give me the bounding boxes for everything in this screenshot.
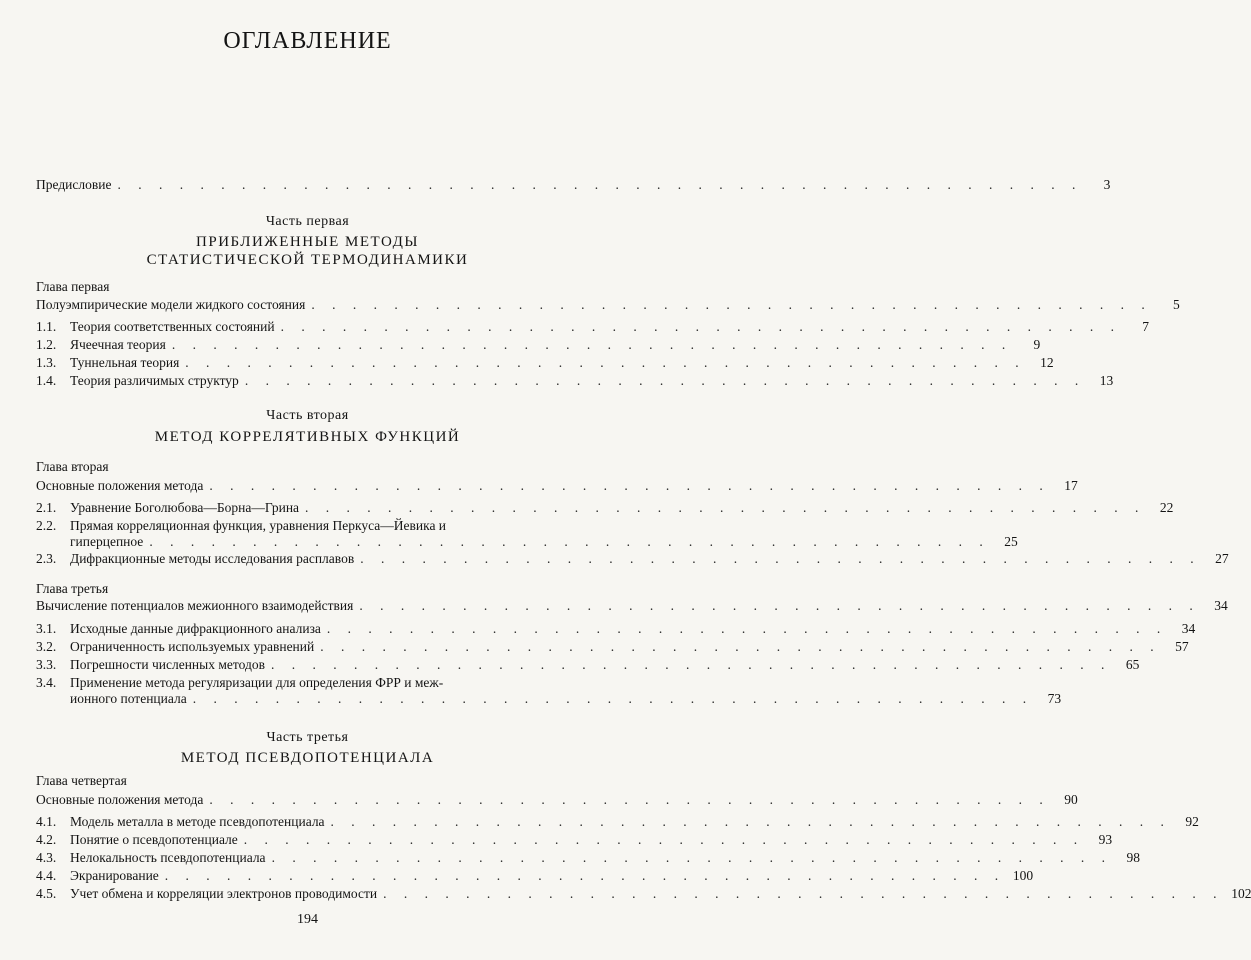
entry-number: 1.3. xyxy=(36,355,57,370)
page-number: 194 xyxy=(297,912,318,927)
entry-text: Прямая корреляционная функция, уравнения Перкуса—Йевика и xyxy=(70,518,447,533)
toc-entry xyxy=(36,831,1113,849)
leader-dots: . . . . . . . . . . . . . . . . . . . . . . . . . . . . . . . . . . . . . . . . . xyxy=(280,319,1121,334)
entry-text: Основные положения метода xyxy=(36,478,204,493)
toc-entry xyxy=(36,813,1199,831)
page-title: ОГЛАВЛЕНИЕ xyxy=(223,28,392,54)
leader-dots: . . . . . . . . . . . . . . . . . . . . . . . . . . . . . . . . . . . . . . . . . xyxy=(271,850,1112,865)
part-title: СТАТИСТИЧЕСКОЙ ТЕРМОДИНАМИКИ xyxy=(146,252,469,268)
entry-page: 34 xyxy=(1214,598,1228,613)
toc-entry xyxy=(36,885,1251,903)
entry-page: 13 xyxy=(1099,373,1114,388)
entry-text: ионного потенциала xyxy=(70,691,187,706)
part-title: МЕТОД ПСЕВДОПОТЕНЦИАЛА xyxy=(180,750,435,766)
entry-number: 4.3. xyxy=(36,850,57,865)
leader-dots: . . . . . . . . . . . . . . . . . . . . . . . . . . . . . . . . . . . . . . . . . xyxy=(326,621,1168,636)
entry-page: 27 xyxy=(1215,551,1229,566)
chapter-label: Глава первая xyxy=(36,279,110,294)
entry-page: 65 xyxy=(1125,657,1140,672)
leader-dots: . . . . . . . . . . . . . . . . . . . . . . . . . . . . . . . . . . . . . . . . . xyxy=(320,639,1161,654)
entry-page: 5 xyxy=(1172,297,1180,312)
entry-number: 4.2. xyxy=(36,832,57,847)
entry-text: Применение метода регуляризации для определения ФРР и меж- xyxy=(70,675,444,690)
entry-number: 3.1. xyxy=(36,621,57,636)
entry-text: Теория соответственных состояний xyxy=(70,319,275,334)
entry-text: Дифракционные методы исследования расплавов xyxy=(70,551,355,566)
entry-text: Исходные данные дифракционного анализа xyxy=(70,621,321,636)
entry-text: Теория различимых структур xyxy=(70,373,239,388)
entry-page: 98 xyxy=(1126,850,1140,865)
leader-dots: . . . . . . . . . . . . . . . . . . . . . . . . . . . . . . . . . . . . . . . . . xyxy=(164,868,1006,883)
entry-page: 9 xyxy=(1033,337,1041,352)
entry-text: Ограниченность используемых уравнений xyxy=(70,639,315,654)
toc-entry xyxy=(36,550,1229,568)
entry-number: 2.3. xyxy=(36,551,57,566)
chapter-heading xyxy=(36,296,1180,314)
leader-dots: . . . . . . . . . . . . . . . . . . . . . . . . . . . . . . . . . . . . . . . . . xyxy=(383,886,1224,901)
leader-dots: . . . . . . . . . . . . . . . . . . . . . . . . . . . . . . . . . . . . . . . . . xyxy=(359,598,1200,613)
entry-number: 1.1. xyxy=(36,319,57,334)
chapter-heading xyxy=(36,477,1078,495)
entry-text: Погрешности численных методов xyxy=(70,657,265,672)
entry-text: Учет обмена и корреляции электронов проводимости xyxy=(70,886,378,901)
toc-entry xyxy=(36,638,1189,656)
leader-dots: . . . . . . . . . . . . . . . . . . . . . . . . . . . . . . . . . . . . . . . . . xyxy=(244,373,1086,388)
entry-text: Понятие о псевдопотенциале xyxy=(70,832,238,847)
entry-page: 102 xyxy=(1231,886,1251,901)
leader-dots: . . . . . . . . . . . . . . . . . . . . . . . . . . . . . . . . . . . . . . . . . xyxy=(305,500,1146,515)
entry-page: 3 xyxy=(1103,177,1111,192)
entry-text: Туннельная теория xyxy=(70,355,180,370)
part-title: МЕТОД КОРРЕЛЯТИВНЫХ ФУНКЦИЙ xyxy=(154,429,461,445)
chapter-heading xyxy=(36,791,1078,809)
entry-number: 3.4. xyxy=(36,675,57,690)
entry-text: Ячеечная теория xyxy=(70,337,166,352)
leader-dots: . . . . . . . . . . . . . . . . . . . . . . . . . . . . . . . . . . . . . . . . . xyxy=(192,691,1034,706)
part-label: Часть первая xyxy=(265,214,350,229)
toc-entry xyxy=(36,354,1054,372)
entry-number: 4.4. xyxy=(36,868,57,883)
leader-dots: . . . . . . . . . . . . . . . . . . . . . . . . . . . . . . . . . . . . . . . . . xyxy=(209,792,1050,807)
leader-dots: . . . . . . . . . . . . . . . . . . . . . . . . . . . . . . . . . . . . . . . . . xyxy=(360,551,1201,566)
toc-entry xyxy=(36,656,1140,674)
toc-entry xyxy=(36,867,1034,885)
entry-page: 93 xyxy=(1098,832,1113,847)
toc-entry-line2 xyxy=(36,533,1018,551)
entry-text: Уравнение Боголюбова—Борна—Грина xyxy=(70,500,300,515)
entry-page: 12 xyxy=(1040,355,1054,370)
entry-number: 1.2. xyxy=(36,337,57,352)
leader-dots: . . . . . . . . . . . . . . . . . . . . . . . . . . . . . . . . . . . . . . . . . xyxy=(209,478,1050,493)
toc-entry xyxy=(36,318,1149,336)
toc-entry xyxy=(36,499,1174,517)
leader-dots: . . . . . . . . . . . . . . . . . . . . . . . . . . . . . . . . . . . . . . . . . xyxy=(185,355,1026,370)
entry-text: Полуэмпирические модели жидкого состояния xyxy=(36,297,306,312)
toc-entry-preface xyxy=(36,176,1111,194)
entry-number: 2.1. xyxy=(36,500,57,515)
entry-text: гиперцепное xyxy=(70,534,144,549)
chapter-heading xyxy=(36,597,1228,615)
chapter-label: Глава третья xyxy=(36,581,109,596)
chapter-label: Глава четвертая xyxy=(36,773,127,788)
entry-page: 100 xyxy=(1012,868,1034,883)
leader-dots: . . . . . . . . . . . . . . . . . . . . . . . . . . . . . . . . . . . . . . . . . xyxy=(311,297,1152,312)
entry-text: Экранирование xyxy=(70,868,159,883)
leader-dots: . . . . . . . . . . . . . . . . . . . . . . . . . . . . . . . . . . . . . . . . . . . . . . . xyxy=(117,177,1083,192)
entry-page: 90 xyxy=(1064,792,1078,807)
entry-number: 4.1. xyxy=(36,814,57,829)
entry-page: 92 xyxy=(1185,814,1199,829)
toc-entry xyxy=(36,336,1041,354)
entry-page: 73 xyxy=(1047,691,1062,706)
entry-page: 34 xyxy=(1181,621,1196,636)
entry-page: 7 xyxy=(1142,319,1149,334)
entry-page: 17 xyxy=(1064,478,1078,493)
leader-dots: . . . . . . . . . . . . . . . . . . . . . . . . . . . . . . . . . . . . . . . . . xyxy=(149,534,990,549)
entry-number: 4.5. xyxy=(36,886,57,901)
toc-entry xyxy=(36,849,1140,867)
toc-entry xyxy=(36,372,1114,390)
entry-page: 57 xyxy=(1175,639,1189,654)
leader-dots: . . . . . . . . . . . . . . . . . . . . . . . . . . . . . . . . . . . . . . . . . xyxy=(243,832,1085,847)
toc-entry xyxy=(36,620,1196,638)
entry-text: Предисловие xyxy=(36,177,112,192)
part-label: Часть вторая xyxy=(266,408,349,423)
entry-text: Вычисление потенциалов межионного взаимодействия xyxy=(36,598,354,613)
entry-number: 1.4. xyxy=(36,373,57,388)
entry-text: Основные положения метода xyxy=(36,792,204,807)
entry-page: 22 xyxy=(1159,500,1174,515)
entry-text: Нелокальность псевдопотенциала xyxy=(70,850,266,865)
entry-page: 25 xyxy=(1004,534,1018,549)
leader-dots: . . . . . . . . . . . . . . . . . . . . . . . . . . . . . . . . . . . . . . . . . xyxy=(330,814,1171,829)
leader-dots: . . . . . . . . . . . . . . . . . . . . . . . . . . . . . . . . . . . . . . . . . xyxy=(270,657,1112,672)
entry-number: 2.2. xyxy=(36,518,57,533)
leader-dots: . . . . . . . . . . . . . . . . . . . . . . . . . . . . . . . . . . . . . . . . . xyxy=(171,337,1013,352)
part-title: ПРИБЛИЖЕННЫЕ МЕТОДЫ xyxy=(196,234,419,250)
chapter-label: Глава вторая xyxy=(36,459,109,474)
entry-number: 3.2. xyxy=(36,639,57,654)
entry-text: Модель металла в методе псевдопотенциала xyxy=(70,814,325,829)
part-label: Часть третья xyxy=(266,730,349,745)
entry-number: 3.3. xyxy=(36,657,57,672)
toc-entry-line2 xyxy=(36,690,1062,708)
